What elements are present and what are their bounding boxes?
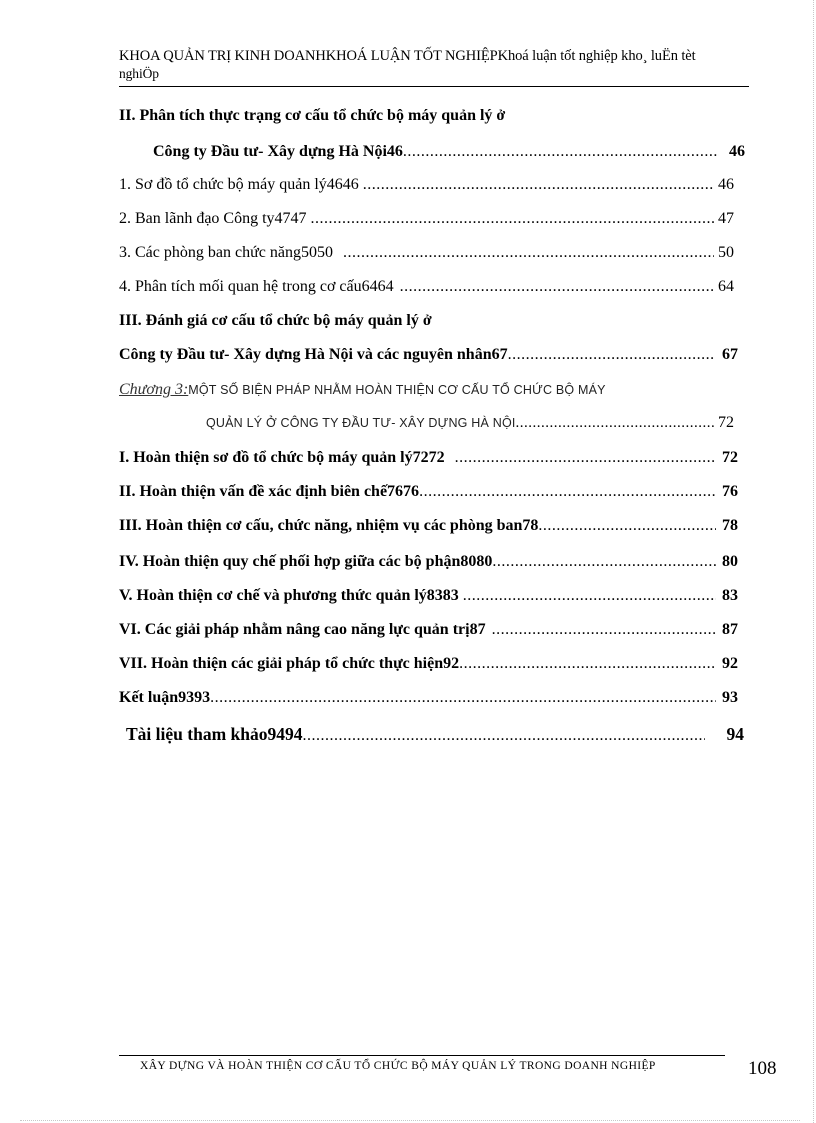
toc-entry — [119, 210, 734, 232]
toc-leader-dots — [445, 449, 716, 467]
toc-entry-label: V. Hoàn thiện cơ chế và phương thức quản lý8383 — [119, 587, 459, 604]
toc-leader-dots — [210, 689, 716, 707]
toc-entry-label: II. Phân tích thực trạng cơ cấu tổ chức bộ máy quản lý ở — [119, 107, 506, 124]
toc-leader-dots — [403, 143, 719, 161]
toc-chapter-heading — [119, 381, 745, 403]
toc-entry — [119, 312, 745, 334]
header-line-2: nghiÖp — [119, 66, 159, 81]
toc-entry-label: 2. Ban lãnh đạo Công ty4747 — [119, 210, 307, 227]
toc-entry-label: Công ty Đầu tư- Xây dựng Hà Nội46 — [153, 143, 403, 160]
toc-entry-page: 94 — [726, 724, 744, 744]
page-number: 108 — [748, 1058, 777, 1079]
toc-leader-dots — [516, 415, 714, 432]
toc-leader-dots — [303, 727, 705, 745]
toc-entry-page: 46 — [718, 176, 734, 193]
toc-entry-label: 4. Phân tích mối quan hệ trong cơ cấu6464 — [119, 278, 394, 295]
page-border-right — [813, 0, 814, 1123]
page-border-bottom — [20, 1120, 800, 1121]
toc-entry-page: 83 — [722, 587, 738, 604]
toc-entry-page: 80 — [722, 553, 738, 570]
toc-entry-page: 78 — [722, 517, 738, 534]
toc-entry-label: III. Đánh giá cơ cấu tổ chức bộ máy quản lý ở — [119, 312, 432, 329]
toc-entry-page: 47 — [718, 210, 734, 227]
toc-entry — [119, 553, 738, 575]
toc-entry-page: 46 — [729, 143, 745, 160]
toc-leader-dots — [394, 278, 714, 296]
toc-entry — [119, 483, 738, 505]
toc-leader-dots — [359, 176, 714, 194]
toc-entry-label: Công ty Đầu tư- Xây dựng Hà Nội và các nguyên nhân67 — [119, 346, 508, 363]
toc-entry-page: 87 — [722, 621, 738, 638]
toc-entry-label: 1. Sơ đồ tổ chức bộ máy quản lý4646 — [119, 176, 359, 193]
toc-entry-label: III. Hoàn thiện cơ cấu, chức năng, nhiệm vụ các phòng ban78 — [119, 517, 539, 534]
toc-entry-label: Kết luận9393 — [119, 689, 211, 706]
toc-entry — [119, 655, 738, 677]
toc-entry — [119, 346, 738, 368]
toc-entry-label: I. Hoàn thiện sơ đồ tổ chức bộ máy quản lý7272 — [119, 449, 445, 466]
toc-leader-dots — [459, 655, 716, 673]
toc-leader-dots — [419, 483, 716, 501]
toc-entry-page: 72 — [718, 414, 734, 431]
chapter-title: MỘT SỐ BIỆN PHÁP NHẰM HOÀN THIỆN CƠ CẤU TỔ CHỨC BỘ MÁY — [188, 383, 606, 397]
toc-leader-dots — [492, 553, 716, 571]
footer-rule — [119, 1055, 725, 1056]
toc-leader-dots — [333, 244, 714, 262]
header-line-1: KHOA QUẢN TRỊ KINH DOANHKHOÁ LUẬN TỐT NGHIỆPKhoá luận tốt nghiệp kho¸ luËn tèt — [119, 48, 696, 64]
toc-entry — [119, 449, 738, 471]
toc-entry-page: 50 — [718, 244, 734, 261]
toc-entry-label: VI. Các giải pháp nhằm nâng cao năng lực quản trị87 — [119, 621, 486, 638]
toc-entry — [119, 244, 734, 266]
toc-entry — [119, 587, 738, 609]
toc-entry — [206, 414, 734, 436]
toc-entry — [119, 278, 734, 300]
toc-leader-dots — [486, 621, 716, 639]
toc-entry-page: 93 — [722, 689, 738, 706]
toc-entry — [119, 517, 738, 539]
chapter-label: Chương 3: — [119, 381, 189, 398]
toc-entry-page: 67 — [722, 346, 738, 363]
toc-entry-label: QUẢN LÝ Ở CÔNG TY ĐẦU TƯ- XÂY DỰNG HÀ NỘI — [206, 416, 516, 430]
toc-entry-page: 64 — [718, 278, 734, 295]
toc-entry — [119, 621, 738, 643]
toc-entry-page: 72 — [722, 449, 738, 466]
toc-entry — [126, 724, 744, 750]
toc-entry-label: II. Hoàn thiện vấn đề xác định biên chế7676 — [119, 483, 420, 500]
toc-leader-dots — [538, 517, 716, 535]
toc-entry-label: 3. Các phòng ban chức năng5050 — [119, 244, 333, 261]
toc-leader-dots — [508, 346, 714, 364]
header-rule — [119, 86, 749, 87]
running-header — [119, 48, 749, 82]
toc-leader-dots — [307, 210, 714, 228]
toc-entry-label: IV. Hoàn thiện quy chế phối hợp giữa các bộ phận8080 — [119, 553, 493, 570]
toc-leader-dots — [459, 587, 716, 605]
running-footer: XÂY DỰNG VÀ HOÀN THIỆN CƠ CẤU TỔ CHỨC BỘ MÁY QUẢN LÝ TRONG DOANH NGHIỆP — [140, 1060, 656, 1072]
toc-entry — [119, 107, 745, 129]
toc-entry-page: 92 — [722, 655, 738, 672]
toc-entry — [153, 143, 745, 165]
toc-entry-label: VII. Hoàn thiện các giải pháp tổ chức thực hiện92 — [119, 655, 460, 672]
toc-entry — [119, 176, 734, 198]
toc-entry — [119, 689, 738, 711]
toc-entry-page: 76 — [722, 483, 738, 500]
toc-entry-label: Tài liệu tham khảo9494 — [126, 724, 303, 744]
